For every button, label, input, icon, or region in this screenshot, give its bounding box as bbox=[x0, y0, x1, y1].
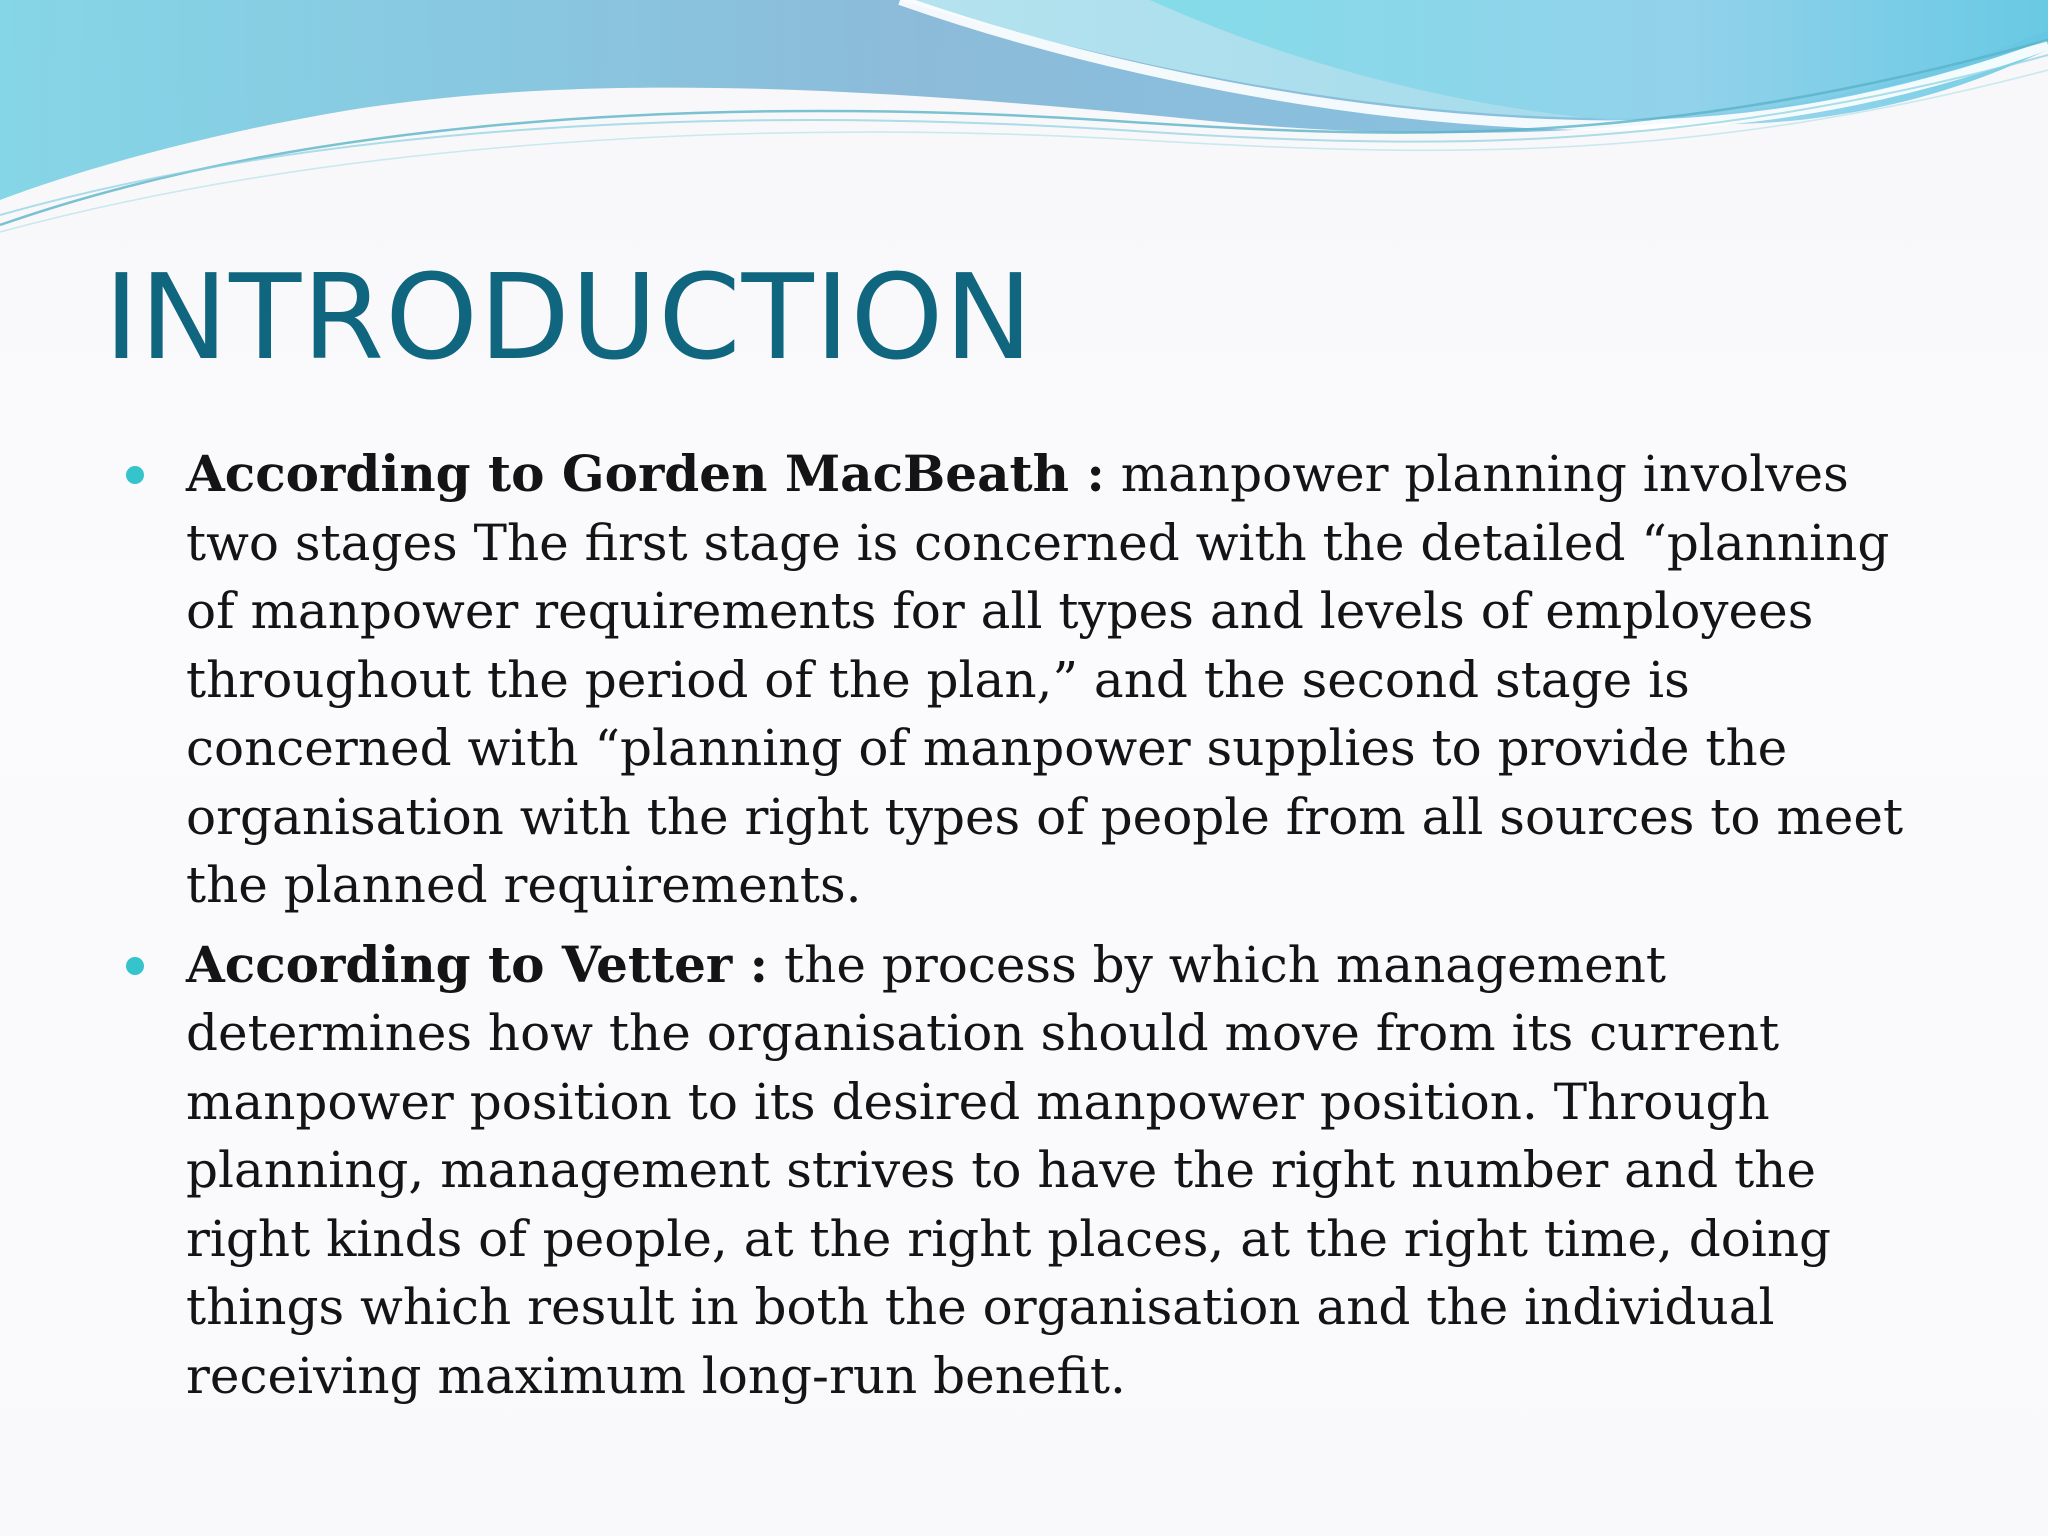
bullet-list bbox=[126, 440, 1926, 1421]
bullet-item-vetter bbox=[126, 931, 1926, 1411]
bullet-lead: According to Vetter : bbox=[186, 934, 769, 994]
bullet-item-macbeath bbox=[126, 440, 1926, 920]
bullet-lead: According to Gorden MacBeath : bbox=[186, 444, 1105, 503]
slide-title: INTRODUCTION bbox=[104, 248, 1034, 386]
bullet-text: manpower planning involves two stages The first stage is concerned with the detailed “planning of manpower requirements for all types and levels of employees throughout the period of the plan,” and the second stage is concerned with “planning of manpower supplies to provide the organisation with the right types of people from all sources to meet the planned requirements. bbox=[186, 445, 1904, 914]
bullet-dot-icon bbox=[126, 466, 144, 484]
bullet-dot-icon bbox=[126, 957, 144, 975]
header-wave-decoration bbox=[0, 0, 2048, 260]
bullet-text: the process by which management determines how the organisation should move from its current manpower position to its desired manpower position. Through planning, management strives to have the right number and the right kinds of people, at the right places, at the right time, doing things which result in both the organisation and the individual receiving maximum long-run benefit. bbox=[186, 935, 1832, 1405]
